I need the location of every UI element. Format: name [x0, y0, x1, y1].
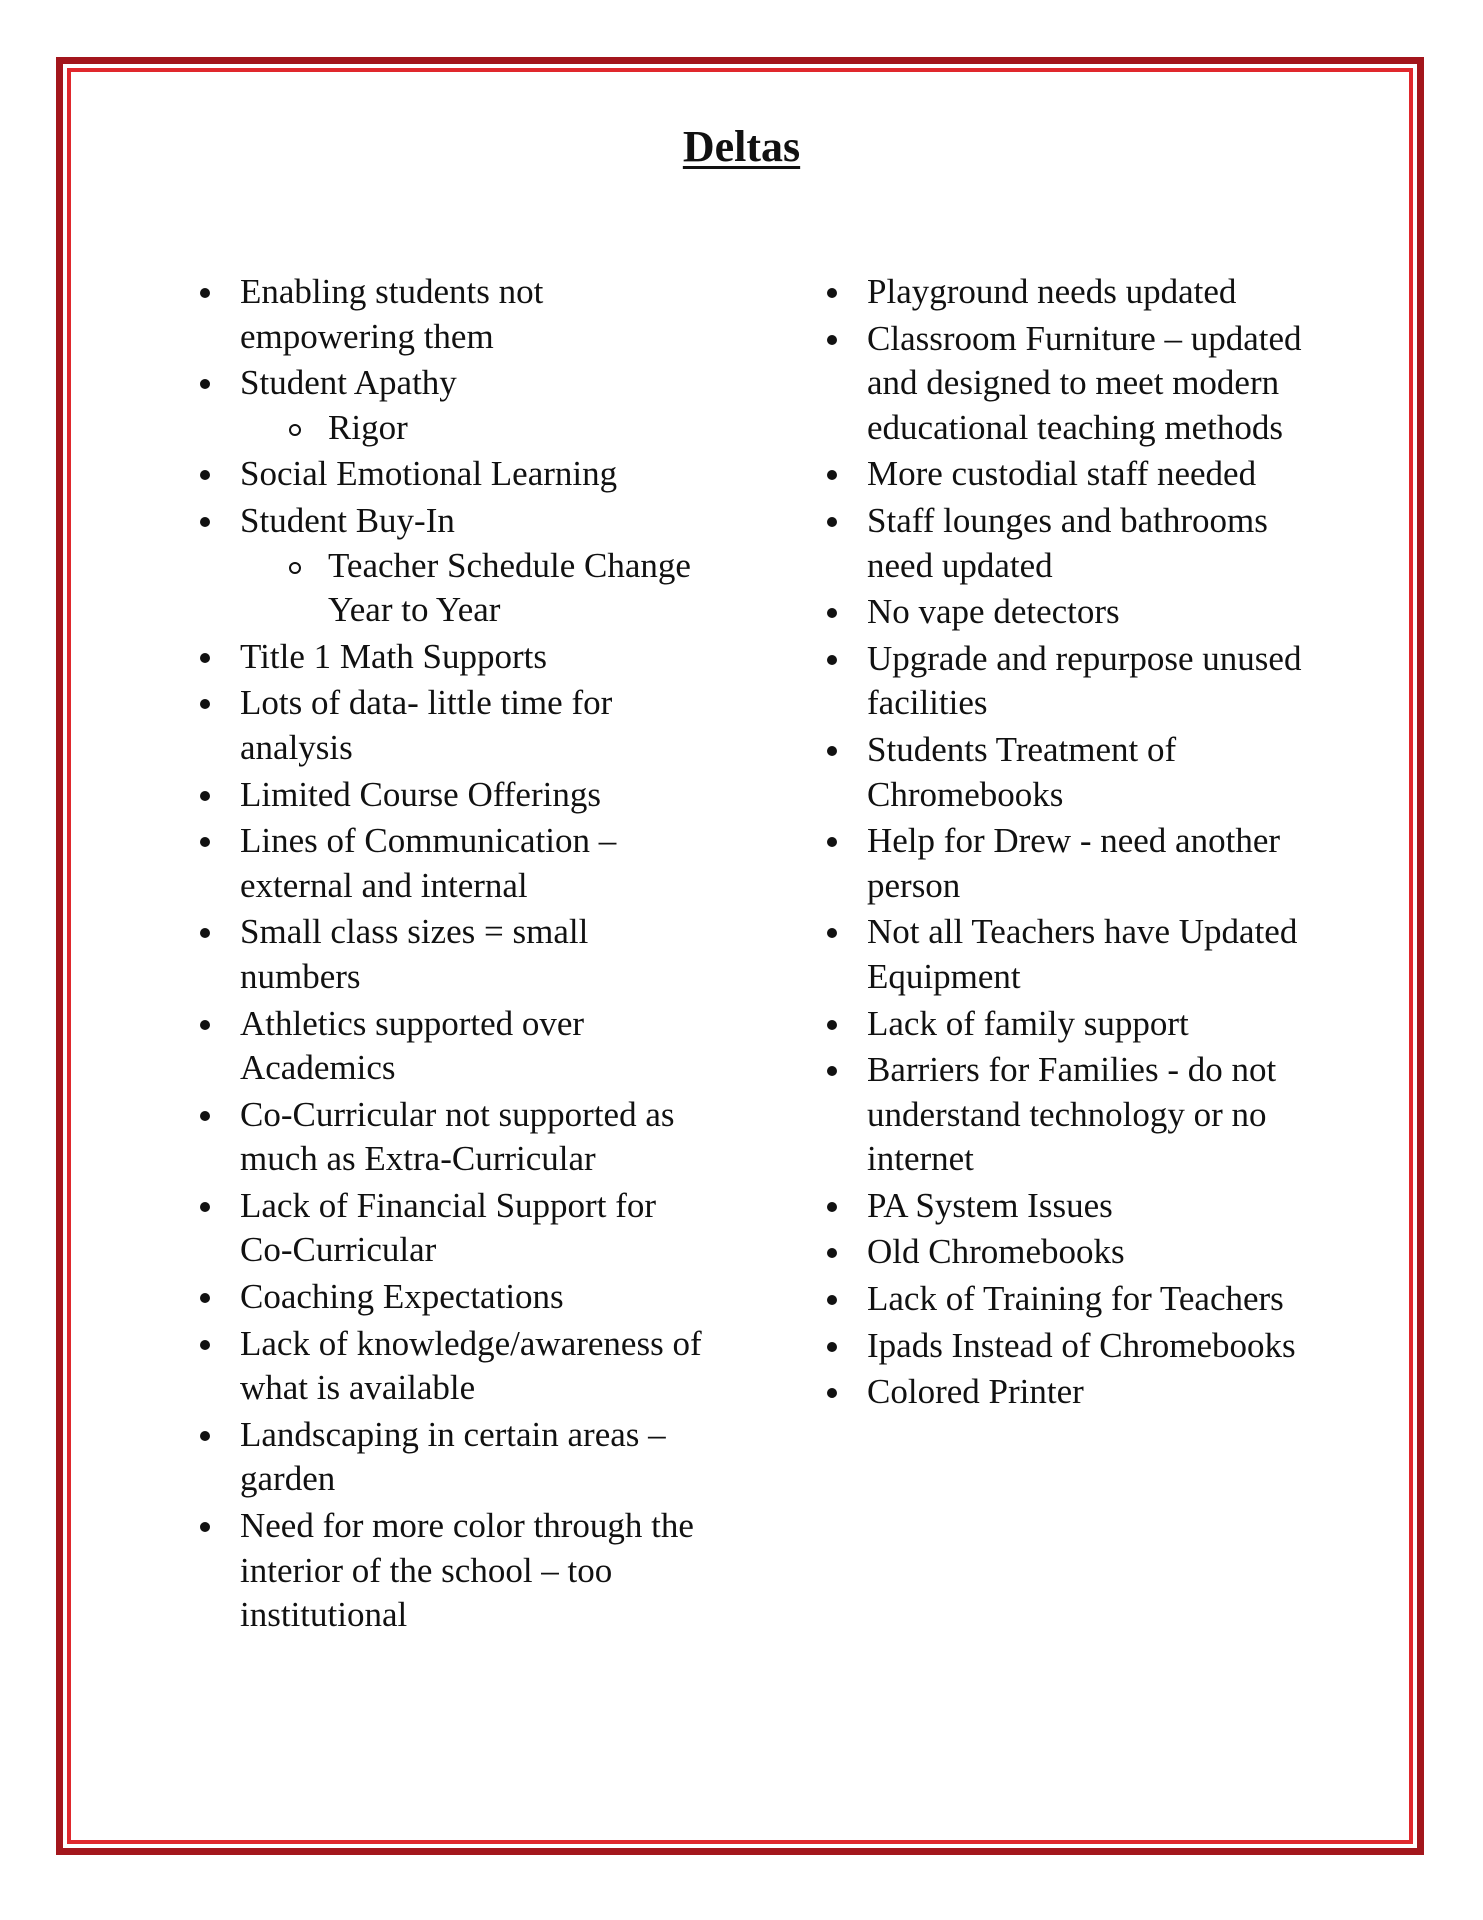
- list-item-text: Student Apathy: [240, 363, 457, 403]
- list-item: [195, 1184, 715, 1273]
- bullet-icon: [827, 1295, 837, 1305]
- list-item: [822, 1230, 1342, 1275]
- list-item-text: Barriers for Families - do not understand technology or no internet: [867, 1050, 1277, 1179]
- sub-list: [240, 406, 715, 451]
- list-item: [195, 1413, 715, 1502]
- bullet-icon: [200, 928, 210, 938]
- list-item: [195, 270, 715, 359]
- bullet-icon: [200, 837, 210, 847]
- bullet-icon: [827, 517, 837, 527]
- list-item-text: Not all Teachers have Updated Equipment: [867, 912, 1298, 996]
- bullet-icon: [200, 1202, 210, 1212]
- list-item-text: Lack of knowledge/awareness of what is available: [240, 1323, 702, 1408]
- list-item-text: Lots of data- little time for analysis: [240, 683, 613, 767]
- list-item: [822, 499, 1342, 588]
- list-item-text: Social Emotional Learning: [240, 454, 618, 494]
- bullet-icon: [827, 837, 837, 847]
- list-item-text: Limited Course Offerings: [240, 774, 601, 814]
- bullet-icon: [827, 1066, 837, 1076]
- list-item-text: Classroom Furniture – updated and designed to meet modern educational teaching methods: [867, 318, 1302, 447]
- right-column-list: [822, 270, 1342, 1417]
- bullet-icon: [827, 1248, 837, 1258]
- list-item: [822, 452, 1342, 497]
- list-item: [195, 499, 715, 633]
- list-item: [822, 819, 1342, 908]
- list-item-text: Upgrade and repurpose unused facilities: [867, 638, 1302, 723]
- bullet-icon: [200, 1340, 210, 1350]
- list-item: [195, 819, 715, 908]
- list-item-text: Ipads Instead of Chromebooks: [867, 1325, 1296, 1365]
- list-item-text: Title 1 Math Supports: [240, 636, 547, 676]
- list-item: [195, 1093, 715, 1182]
- list-item-text: Lack of Training for Teachers: [867, 1279, 1284, 1319]
- list-item: [822, 637, 1342, 726]
- bullet-icon: [827, 928, 837, 938]
- bullet-icon: [827, 470, 837, 480]
- list-item-text: PA System Issues: [867, 1185, 1113, 1225]
- bullet-icon: [827, 608, 837, 618]
- bullet-icon: [200, 1431, 210, 1441]
- page-title-text: Deltas: [682, 122, 801, 171]
- list-item: [822, 1002, 1342, 1047]
- bullet-icon: [827, 746, 837, 756]
- list-item-text: Students Treatment of Chromebooks: [867, 729, 1177, 814]
- list-item: [195, 1275, 715, 1320]
- list-item: [195, 910, 715, 999]
- bullet-icon: [200, 517, 210, 527]
- list-item-text: Lack of Financial Support for Co-Curricular: [240, 1185, 657, 1270]
- list-item-text: Coaching Expectations: [240, 1277, 564, 1317]
- list-item: [822, 1324, 1342, 1369]
- sub-list-item-text: Rigor: [328, 407, 408, 447]
- list-item: [822, 1370, 1342, 1415]
- hollow-bullet-icon: [289, 424, 301, 436]
- bullet-icon: [827, 1020, 837, 1030]
- bullet-icon: [200, 699, 210, 709]
- bullet-icon: [200, 288, 210, 298]
- bullet-icon: [200, 1293, 210, 1303]
- list-item-text: Help for Drew - need another person: [867, 821, 1281, 905]
- list-item: [822, 590, 1342, 635]
- list-item: [195, 635, 715, 680]
- sub-list-item: [286, 544, 715, 633]
- bullet-icon: [200, 1522, 210, 1532]
- bullet-icon: [827, 1388, 837, 1398]
- list-item-text: Lines of Communication – external and internal: [240, 821, 617, 905]
- list-item: [195, 1002, 715, 1091]
- list-item-text: Landscaping in certain areas – garden: [240, 1414, 666, 1499]
- list-item: [195, 773, 715, 818]
- list-item: [822, 728, 1342, 817]
- bullet-icon: [200, 1111, 210, 1121]
- list-item: [822, 1277, 1342, 1322]
- list-item-text: Lack of family support: [867, 1003, 1189, 1043]
- bullet-icon: [200, 1020, 210, 1030]
- sub-list: [240, 544, 715, 633]
- list-item: [822, 1184, 1342, 1229]
- list-item: [195, 681, 715, 770]
- bullet-icon: [200, 470, 210, 480]
- bullet-icon: [827, 288, 837, 298]
- list-item: [822, 270, 1342, 315]
- list-item: [195, 361, 715, 450]
- list-item: [195, 1322, 715, 1411]
- list-item: [822, 1048, 1342, 1182]
- list-item-text: Old Chromebooks: [867, 1232, 1125, 1272]
- list-item: [195, 452, 715, 497]
- list-item-text: Small class sizes = small numbers: [240, 912, 589, 996]
- bullet-icon: [200, 653, 210, 663]
- bullet-icon: [827, 1202, 837, 1212]
- bullet-icon: [200, 791, 210, 801]
- sub-list-item-text: Teacher Schedule Change Year to Year: [328, 545, 691, 630]
- list-item-text: Playground needs updated: [867, 272, 1237, 311]
- bullet-icon: [827, 335, 837, 345]
- bullet-icon: [827, 1342, 837, 1352]
- sub-list-item: [286, 406, 715, 451]
- list-item: [195, 1504, 715, 1638]
- list-item-text: No vape detectors: [867, 592, 1120, 632]
- list-item-text: Colored Printer: [867, 1372, 1084, 1412]
- bullet-icon: [827, 655, 837, 665]
- hollow-bullet-icon: [289, 562, 301, 574]
- list-item-text: Co-Curricular not supported as much as Extra-Curricular: [240, 1094, 675, 1179]
- list-item-text: More custodial staff needed: [867, 454, 1257, 494]
- page-title: [0, 121, 1483, 173]
- bullet-icon: [200, 379, 210, 389]
- list-item-text: Enabling students not empowering them: [240, 272, 544, 356]
- list-item: [822, 317, 1342, 451]
- list-item-text: Athletics supported over Academics: [240, 1003, 585, 1088]
- list-item-text: Student Buy-In: [240, 500, 455, 540]
- list-item-text: Need for more color through the interior of the school – too institutional: [240, 1506, 694, 1635]
- list-item: [822, 910, 1342, 999]
- list-item-text: Staff lounges and bathrooms need updated: [867, 500, 1268, 585]
- left-column-list: [195, 270, 715, 1640]
